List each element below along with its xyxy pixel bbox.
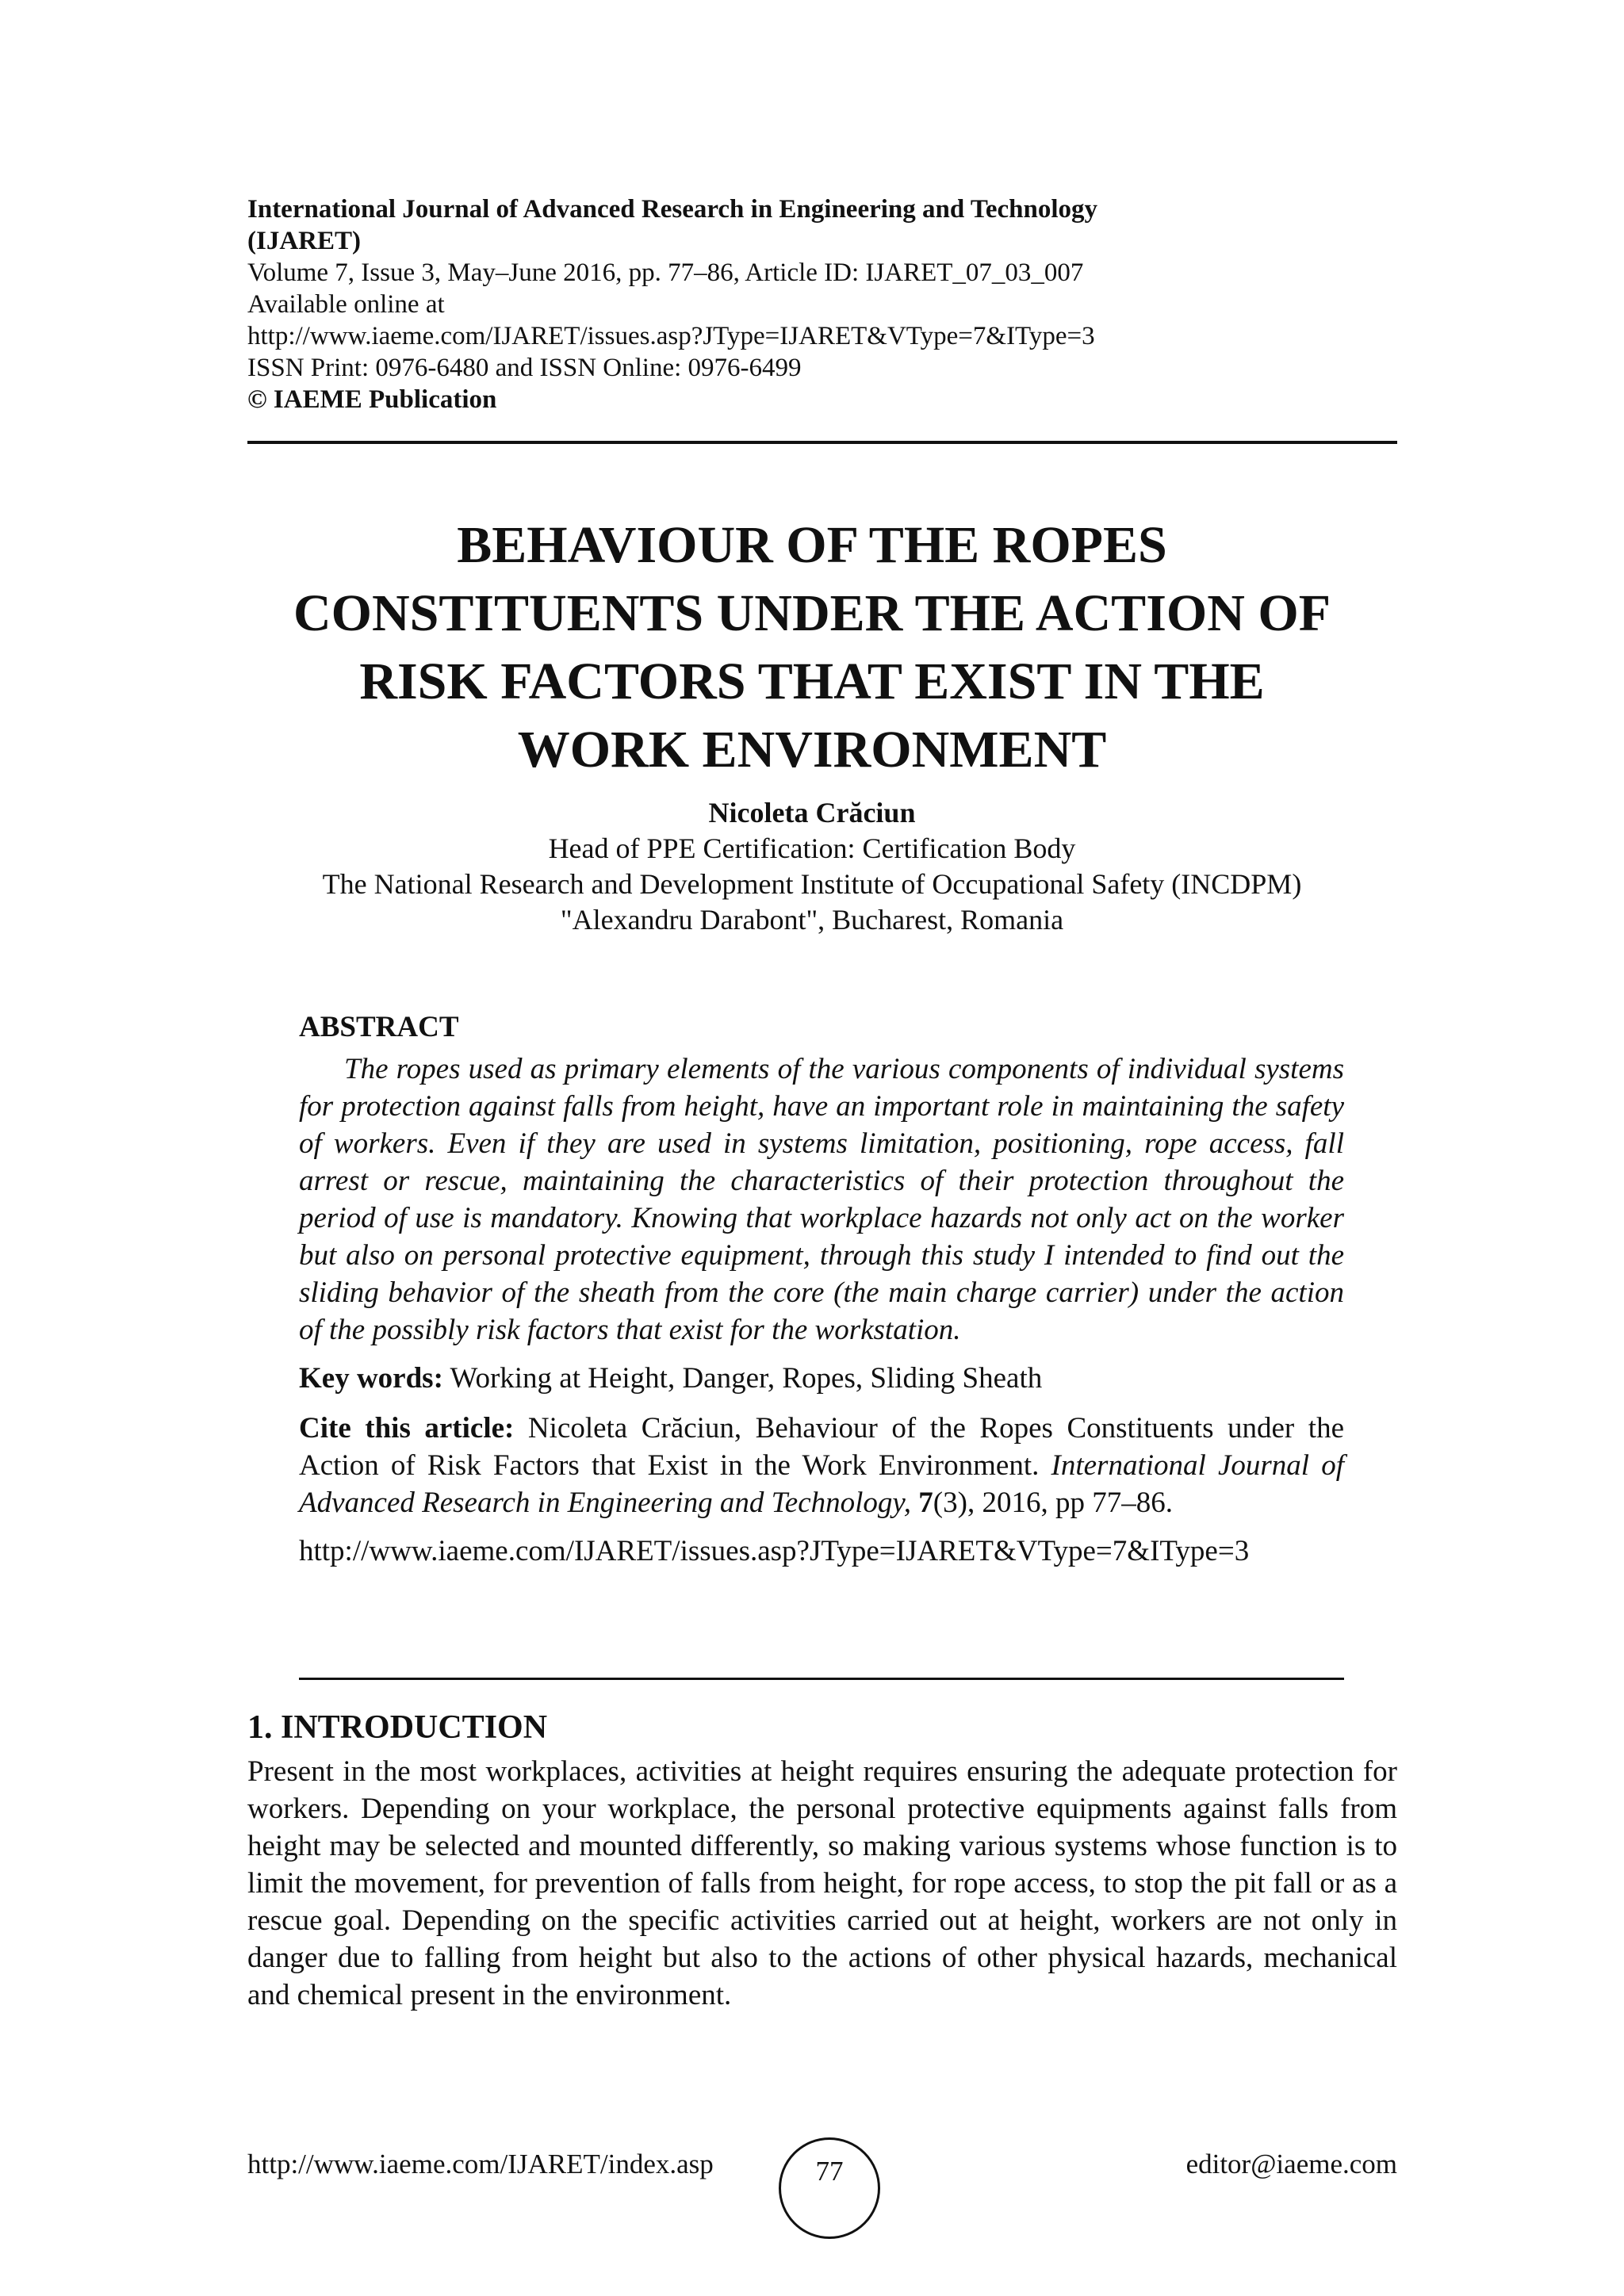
keywords-label: Key words: — [299, 1362, 443, 1395]
introduction-section — [247, 1709, 1397, 2014]
journal-header — [247, 193, 1397, 415]
author-location: "Alexandru Darabont", Bucharest, Romania — [560, 904, 1064, 936]
author-name: Nicoleta Crăciun — [708, 797, 916, 828]
keywords-list: Working at Height, Danger, Ropes, Sliding Sheath — [450, 1362, 1043, 1395]
author-institute: The National Research and Development Institute of Occupational Safety (INCDPM) — [322, 868, 1302, 900]
title-line: RISK FACTORS THAT EXIST IN THE — [359, 652, 1265, 710]
volume-info: Volume 7, Issue 3, May–June 2016, pp. 77–86, Article ID: IJARET_07_03_007 — [247, 258, 1084, 287]
journal-abbreviation: (IJARET) — [247, 227, 362, 255]
article-url-link[interactable]: http://www.iaeme.com/IJARET/issues.asp?JType=IJARET&VType=7&IType=3 — [299, 1535, 1250, 1567]
page-footer — [247, 2137, 1397, 2201]
abstract-heading: ABSTRACT — [299, 1011, 459, 1043]
footer-email-link[interactable]: editor@iaeme.com — [1185, 2149, 1397, 2179]
cite-volume: 7 — [918, 1487, 933, 1519]
paper-title — [182, 511, 1442, 784]
cite-label: Cite this article: — [299, 1412, 515, 1445]
cite-text: Nicoleta Crăciun, Behaviour of the Ropes Constituents under the Action of Risk Factors that Exist in the Work Environment. — [299, 1412, 1344, 1482]
title-line: BEHAVIOUR OF THE ROPES — [457, 516, 1167, 574]
introduction-heading: 1. INTRODUCTION — [247, 1709, 548, 1746]
cite-issue-pages: (3), 2016, pp 77–86. — [933, 1487, 1173, 1519]
cite-journal: International Journal of Advanced Research in Engineering and Technology, — [299, 1449, 1345, 1519]
footer-url-link[interactable]: http://www.iaeme.com/IJARET/index.asp — [247, 2149, 714, 2179]
keywords — [299, 1360, 1344, 1397]
title-line: CONSTITUENTS UNDER THE ACTION OF — [293, 584, 1331, 642]
abstract-divider — [299, 1678, 1344, 1680]
abstract-section — [299, 1008, 1344, 1570]
abstract-text: The ropes used as primary elements of the various components of individual systems for protection against falls from height, have an important role in maintaining the safety of workers. Even if they are used in systems limitation, positioning, rope access, fall arrest or rescue, maintaining the characteristics of their protection throughout the period of use is mandatory. Knowing that workplace hazards not only act on the worker but also on personal protective equipment, through this study I intended to find out the sliding behavior of the sheath from the core (the main charge carrier) under the action of the possibly risk factors that exist for the workstation. — [299, 1053, 1344, 1346]
author-position: Head of PPE Certification: Certification Body — [548, 832, 1076, 864]
available-online-label: Available online at — [247, 290, 445, 319]
citation — [299, 1410, 1344, 1521]
introduction-text: Present in the most workplaces, activities at height requires ensuring the adequate protection for workers. Depending on your workplace, the personal protective equipments against falls from height may be selected and mounted differently, so making various systems whose function is to limit the movement, for prevention of falls from height, for rope access, to stop the pit fall or as a rescue goal. Depending on the specific activities carried out at height, workers are not only in danger due to falling from height but also to the actions of other physical hazards, mechanical and chemical present in the environment. — [247, 1755, 1397, 2011]
issue-url-link[interactable]: http://www.iaeme.com/IJARET/issues.asp?JType=IJARET&VType=7&IType=3 — [247, 322, 1095, 350]
title-line: WORK ENVIRONMENT — [517, 721, 1107, 779]
header-divider — [247, 441, 1397, 444]
page-number-badge — [779, 2137, 880, 2239]
issn-info: ISSN Print: 0976-6480 and ISSN Online: 0976-6499 — [247, 354, 802, 382]
page-number: 77 — [815, 2156, 844, 2187]
journal-name: International Journal of Advanced Research in Engineering and Technology — [247, 195, 1098, 224]
copyright-notice: © IAEME Publication — [247, 385, 497, 414]
author-block — [182, 795, 1442, 938]
